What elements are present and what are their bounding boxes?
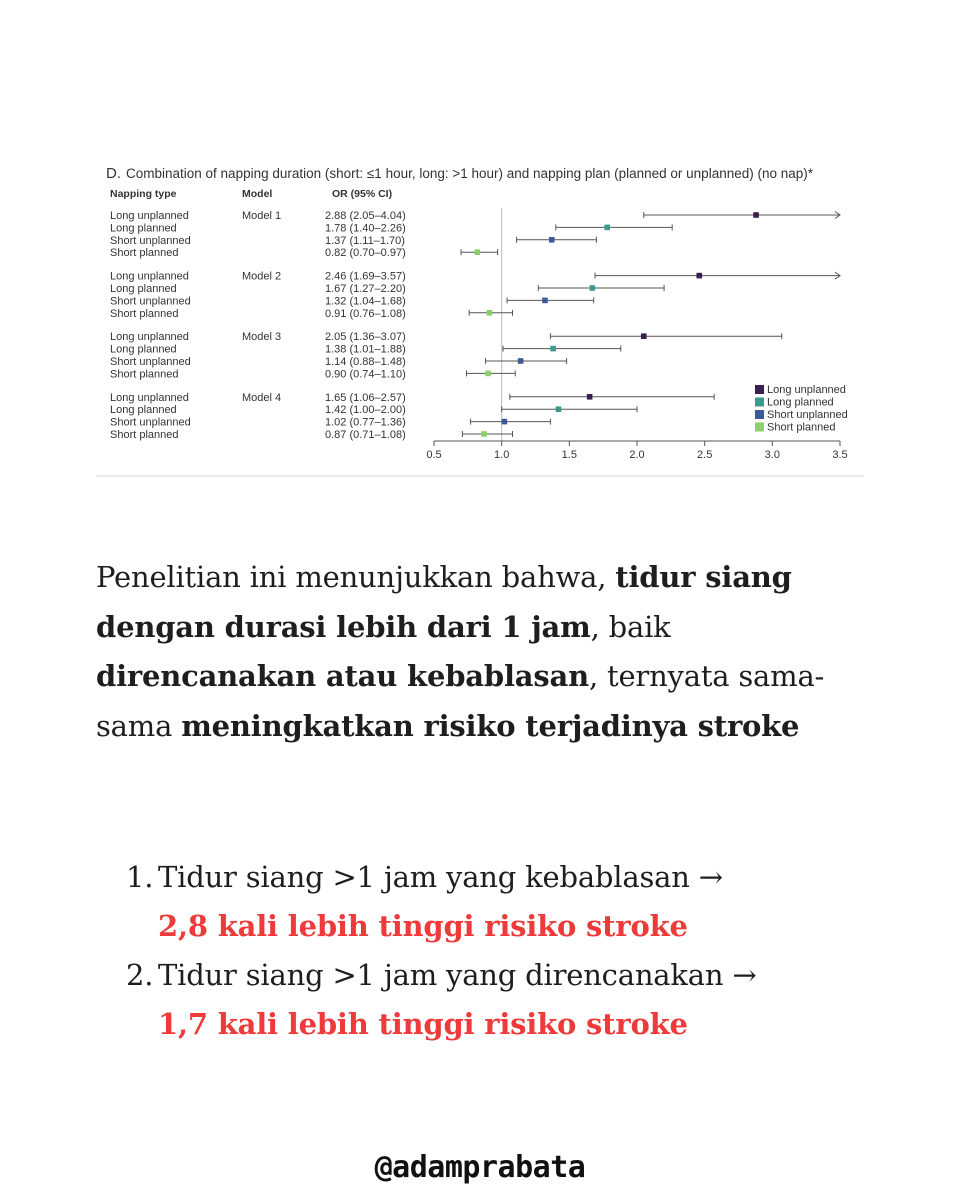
row-or-ci: 0.87 (0.71–1.08) — [325, 429, 406, 441]
row-or-ci: 1.78 (1.40–2.26) — [325, 222, 406, 235]
point-estimate — [502, 419, 508, 425]
legend-swatch — [755, 423, 764, 432]
row-napping-type: Short planned — [110, 368, 179, 381]
body-text-3: , ternyata sama-sama — [96, 659, 825, 743]
row-napping-type: Short planned — [110, 429, 179, 441]
row-or-ci: 2.46 (1.69–3.57) — [325, 270, 406, 283]
x-tick-label: 2.0 — [629, 449, 645, 461]
legend-label: Long planned — [767, 396, 834, 409]
list-item-highlight: 2,8 kali lebih tinggi risiko stroke — [158, 909, 688, 943]
figure-letter: D. — [106, 165, 121, 182]
row-or-ci: 1.42 (1.00–2.00) — [325, 404, 406, 417]
row-or-ci: 1.14 (0.88–1.48) — [325, 356, 406, 368]
row-model: Model 4 — [242, 391, 282, 404]
row-napping-type: Short unplanned — [110, 234, 191, 247]
row-napping-type: Short unplanned — [110, 295, 191, 308]
row-napping-type: Long planned — [110, 343, 177, 356]
row-or-ci: 0.82 (0.70–0.97) — [325, 247, 406, 260]
row-napping-type: Short planned — [110, 307, 179, 320]
forest-plot-figure — [96, 150, 864, 480]
list-item-highlight: 1,7 kali lebih tinggi risiko stroke — [158, 1007, 688, 1041]
row-or-ci: 1.37 (1.11–1.70) — [325, 234, 405, 247]
row-or-ci: 1.65 (1.06–2.57) — [325, 391, 406, 404]
x-axis-ticks — [426, 441, 847, 461]
row-napping-type: Long unplanned — [110, 331, 189, 344]
point-estimate — [475, 249, 481, 255]
row-or-ci: 2.05 (1.36–3.07) — [325, 331, 406, 344]
row-model: Model 3 — [242, 331, 282, 344]
row-or-ci: 1.02 (0.77–1.36) — [325, 416, 406, 429]
table-rows — [110, 210, 406, 441]
list-item-text: Tidur siang >1 jam yang direncanakan → — [158, 958, 757, 992]
row-napping-type: Long unplanned — [110, 270, 189, 283]
x-tick-label: 1.0 — [494, 449, 510, 461]
legend-label: Short planned — [767, 421, 836, 434]
row-napping-type: Short unplanned — [110, 356, 191, 368]
legend-label: Short unplanned — [767, 409, 848, 421]
header-or-ci: OR (95% CI) — [332, 188, 393, 200]
row-or-ci: 0.90 (0.74–1.10) — [325, 368, 406, 381]
body-bold-2: direncanakan atau kebablasan — [96, 659, 589, 693]
row-napping-type: Long planned — [110, 283, 177, 295]
list-item — [96, 951, 896, 1049]
list-item-number: 1. — [126, 860, 154, 894]
row-or-ci: 1.32 (1.04–1.68) — [325, 295, 406, 308]
body-text-1: Penelitian ini menunjukkan bahwa, — [96, 560, 616, 594]
row-napping-type: Short planned — [110, 247, 179, 260]
point-estimate — [549, 237, 555, 243]
point-estimate — [487, 310, 493, 316]
point-estimate — [590, 285, 596, 291]
row-napping-type: Long unplanned — [110, 210, 189, 222]
header-napping-type: Napping type — [110, 188, 177, 200]
point-estimate — [542, 298, 548, 304]
point-estimate — [481, 431, 487, 437]
legend-swatch — [755, 385, 764, 394]
point-estimate — [641, 333, 647, 339]
row-or-ci: 0.91 (0.76–1.08) — [325, 307, 406, 320]
body-paragraph — [96, 553, 876, 751]
findings-list — [96, 853, 896, 1049]
row-model: Model 1 — [242, 210, 282, 222]
x-tick-label: 0.5 — [426, 449, 442, 461]
body-bold-3: meningkatkan risiko terjadinya stroke — [181, 708, 800, 743]
row-napping-type: Short unplanned — [110, 416, 191, 429]
figure-title: Combination of napping duration (short: ≤1 hour, long: >1 hour) and napping plan (planned or unplanned) (no nap)* — [126, 166, 814, 181]
row-model: Model 2 — [242, 270, 282, 283]
row-napping-type: Long unplanned — [110, 391, 189, 404]
legend-swatch — [755, 410, 764, 419]
point-estimate — [753, 212, 759, 218]
header-model: Model — [242, 188, 273, 200]
x-tick-label: 3.0 — [764, 449, 780, 461]
row-or-ci: 1.38 (1.01–1.88) — [325, 343, 406, 356]
row-napping-type: Long planned — [110, 222, 177, 235]
body-bold-1: tidur siang dengan durasi lebih dari 1 jam — [96, 560, 792, 644]
row-napping-type: Long planned — [110, 404, 177, 417]
x-tick-label: 3.5 — [832, 449, 848, 461]
x-tick-label: 2.5 — [697, 449, 713, 461]
legend — [755, 384, 848, 434]
author-handle: @adamprabata — [374, 1150, 586, 1185]
point-estimate — [587, 394, 593, 400]
point-estimate — [518, 358, 524, 364]
list-item-text: Tidur siang >1 jam yang kebablasan → — [158, 860, 723, 894]
row-or-ci: 1.67 (1.27–2.20) — [325, 283, 406, 295]
legend-label: Long unplanned — [767, 384, 846, 396]
point-estimate — [485, 371, 491, 377]
list-item-number: 2. — [126, 958, 154, 992]
list-item — [96, 853, 896, 951]
point-estimate — [556, 406, 562, 412]
legend-swatch — [755, 398, 764, 407]
point-estimate — [604, 225, 610, 231]
row-or-ci: 2.88 (2.05–4.04) — [325, 210, 406, 222]
point-estimate — [550, 346, 556, 352]
body-text-2: , baik — [590, 609, 671, 644]
x-tick-label: 1.5 — [561, 449, 577, 461]
point-estimate — [696, 273, 702, 279]
